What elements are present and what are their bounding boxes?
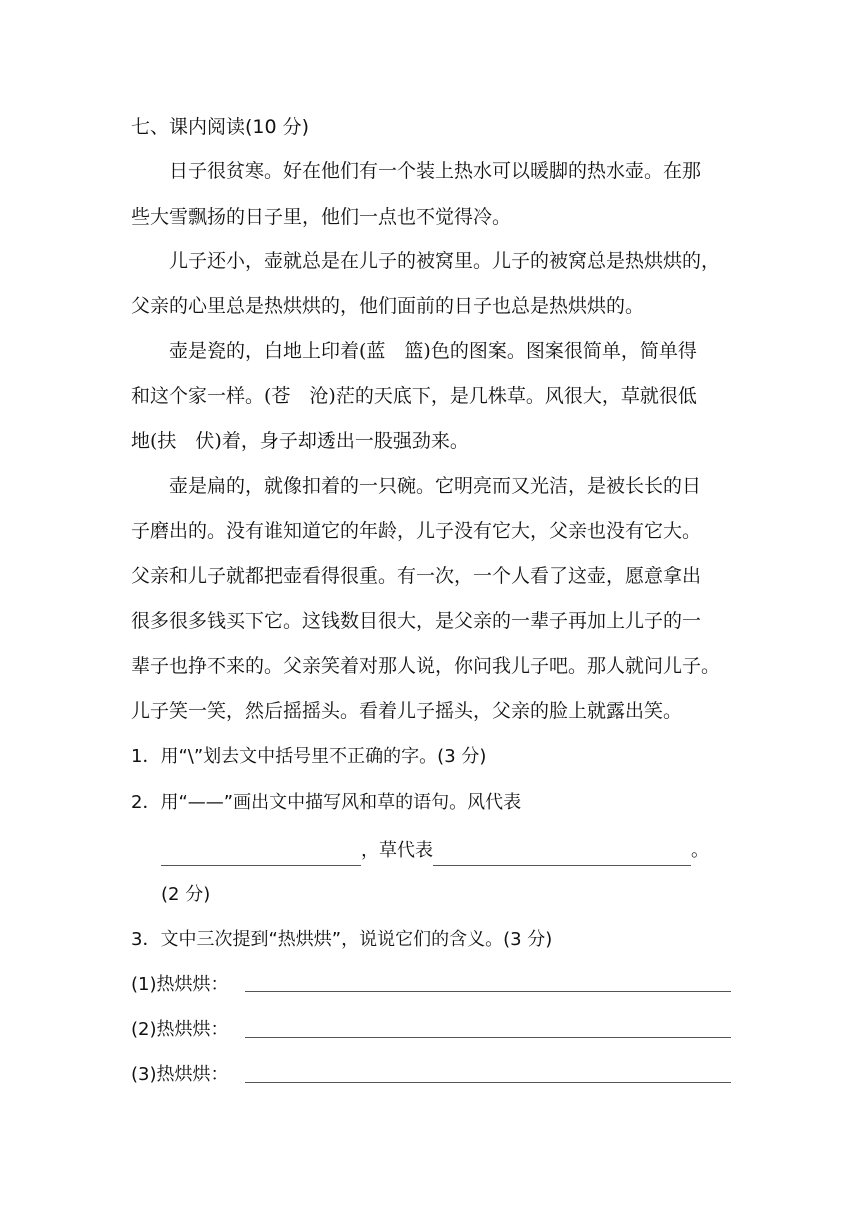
passage-line: 父亲的心里总是热烘烘的，他们面前的日子也总是热烘烘的。 [131,295,645,317]
answer-line-2[interactable] [245,1036,731,1038]
passage-line: 子磨出的。没有谁知道它的年龄，儿子没有它大，父亲也没有它大。 [131,520,702,542]
question-2: 2．用“——”画出文中描写风和草的语句。风代表 [131,792,522,813]
question-3: 3．文中三次提到“热烘烘”，说说它们的含义。(3 分) [131,929,553,950]
question-2-end-label: 。 [691,840,709,861]
question-2-answer-row [161,836,731,866]
passage-line: 壶是扁的，就像扣着的一只碗。它明亮而又光洁，是被长长的日 [131,475,702,497]
passage-line: 辈子也挣不来的。父亲笑着对那人说，你问我儿子吧。那人就问儿子。 [131,655,721,677]
question-2-mid-label: ，草代表 [361,840,433,861]
question-3-item-1-label: (1)热烘烘： [131,974,229,995]
passage-line: 壶是瓷的，白地上印着(蓝 篮)色的图案。图案很简单，简单得 [131,340,697,362]
section-heading: 七、课内阅读(10 分) [131,116,310,138]
answer-line-3[interactable] [245,1081,731,1083]
passage-line: 地(扶 伏)着，身子却透出一股强劲来。 [131,430,469,452]
answer-blank-grass[interactable] [433,845,691,866]
passage-line: 很多很多钱买下它。这钱数目很大，是父亲的一辈子再加上儿子的一 [131,610,702,632]
question-3-item-2-label: (2)热烘烘： [131,1019,229,1040]
passage-line: 儿子笑一笑，然后摇摇头。看着儿子摇头，父亲的脸上就露出笑。 [131,700,683,722]
question-1: 1．用“\”划去文中括号里不正确的字。(3 分) [131,746,487,767]
passage-line: 儿子还小，壶就总是在儿子的被窝里。儿子的被窝总是热烘烘的， [131,250,721,272]
answer-blank-wind[interactable] [161,845,361,866]
question-2-score: (2 分) [161,884,211,905]
passage-line: 父亲和儿子就都把壶看得很重。有一次，一个人看了这壶，愿意拿出 [131,565,702,587]
passage-line: 和这个家一样。(苍 沧)茫的天底下，是几株草。风很大，草就很低 [131,385,697,407]
answer-line-1[interactable] [245,990,731,992]
passage-line: 些大雪飘扬的日子里，他们一点也不觉得冷。 [131,206,512,228]
question-3-item-3-label: (3)热烘烘： [131,1064,229,1085]
passage-line: 日子很贫寒。好在他们有一个装上热水可以暖脚的热水壶。在那 [131,160,702,182]
